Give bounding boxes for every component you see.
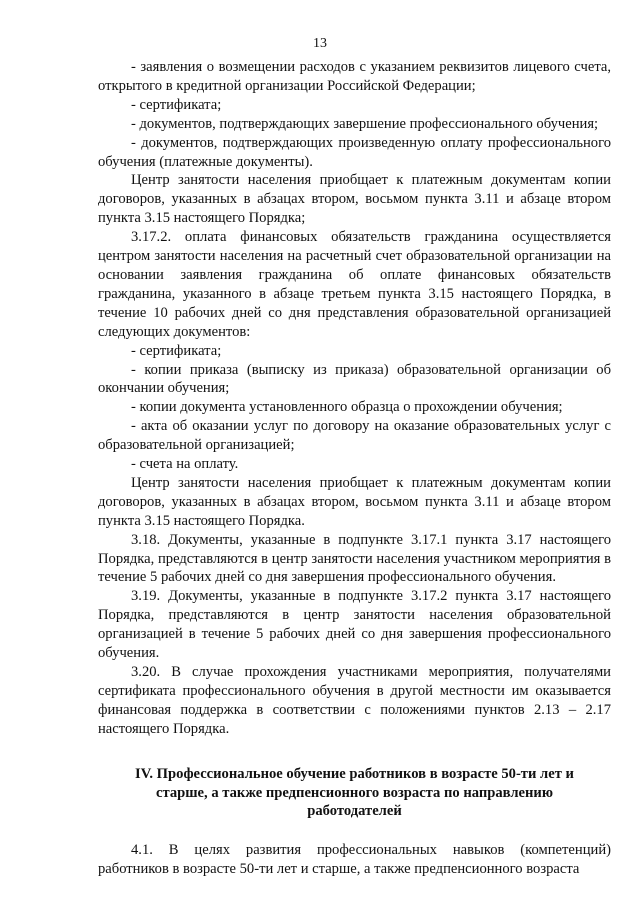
document-body	[98, 58, 611, 879]
list-item: - документов, подтверждающих завершение профессионального обучения;	[131, 115, 599, 132]
list-item: - сертификата;	[131, 96, 222, 113]
list-item: - сертификата;	[131, 342, 222, 359]
page-number: 13	[313, 36, 327, 51]
section-heading: IV. Профессиональное обучение работников в возрасте 50-ти лет и старше, а также предпенсионного возраста по направлению работодателей	[135, 765, 574, 820]
list-item: - акта об оказании услуг по договору на оказание образовательных услуг с образовательной организацией;	[98, 418, 611, 454]
paragraph-3-19: 3.19. Документы, указанные в подпункте 3.17.2 пункта 3.17 настоящего Порядка, представляются в центр занятости населения образовательной организацией в течение 5 рабочих дней со дня завершения профессионального обучения.	[98, 588, 611, 662]
list-item: - заявления о возмещении расходов с указанием реквизитов лицевого счета, открытого в кредитной организации Российской Федерации;	[98, 59, 611, 94]
paragraph-3-18: 3.18. Документы, указанные в подпункте 3.17.1 пункта 3.17 настоящего Порядка, представляются в центр занятости населения участником мероприятия в течение 5 рабочих дней со дня завершения профессионального обучения.	[98, 531, 611, 586]
list-item: - копии документа установленного образца о прохождении обучения;	[131, 399, 563, 416]
paragraph-3-17-2: 3.17.2. оплата финансовых обязательств гражданина осуществляется центром занятости населения на расчетный счет образовательной организации на основании заявления гражданина об оплате финансовых обязательств гражданина, указанного в абзаце третьем пункта 3.15 настоящего Порядка, в течение 10 рабочих дней со дня представления образовательной организацией следующих документов:	[98, 229, 611, 340]
paragraph-3-20: 3.20. В случае прохождения участниками мероприятия, получателями сертификата профессионального обучения в другой местности им оказывается финансовая поддержка в соответствии с положениями пунктов 2.13 – 2.17 настоящего Порядка.	[98, 664, 611, 737]
list-item: - счета на оплату.	[131, 456, 239, 473]
list-item: - документов, подтверждающих произведенную оплату профессионального обучения (платежные документы).	[98, 134, 611, 170]
paragraph-4-1: 4.1. В целях развития профессиональных навыков (компетенций) работников в возрасте 50-ти лет и старше, а также предпенсионного возраста	[98, 842, 611, 878]
paragraph: Центр занятости населения приобщает к платежным документам копии договоров, указанных в абзацах втором, восьмом пункта 3.11 и абзаце втором пункта 3.15 настоящего Порядка.	[98, 474, 611, 529]
list-item: - копии приказа (выписку из приказа) образовательной организации об окончании обучения;	[98, 361, 611, 397]
paragraph: Центр занятости населения приобщает к платежным документам копии договоров, указанных в абзацах втором, восьмом пункта 3.11 и абзаце втором пункта 3.15 настоящего Порядка;	[98, 172, 611, 227]
